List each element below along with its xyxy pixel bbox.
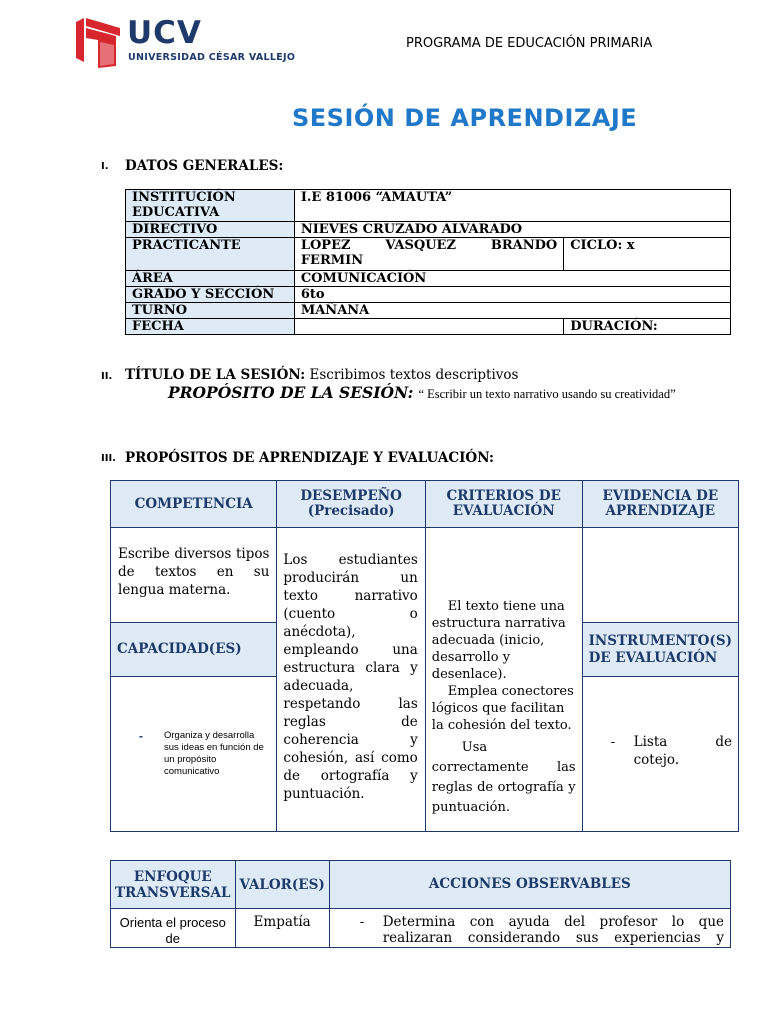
page-title: SESIÓN DE APRENDIZAJE — [292, 104, 638, 132]
area-label: ÁREA — [126, 271, 295, 287]
criterio-3: Usa correctamente las reglas de ortografía y puntuación. — [431, 740, 576, 815]
capacidad-cell — [111, 677, 277, 832]
practicante-label: PRACTICANTE — [126, 238, 295, 271]
directivo-label: DIRECTIVO — [126, 222, 295, 238]
capacidad-text: Organiza y desarrolla sus ideas en función de un propósito comunicativo — [164, 730, 264, 777]
learning-purposes-table — [110, 480, 739, 832]
col-enfoque: ENFOQUE TRANSVERSAL — [111, 861, 236, 909]
transversal-approach-table — [110, 860, 731, 948]
capacidad-bullet: - — [139, 729, 143, 743]
evidencia-cell — [582, 528, 738, 623]
acciones-cell — [329, 909, 730, 948]
accion-bullet: - — [359, 914, 365, 930]
institucion-label: INSTITUCIÓN EDUCATIVA — [126, 190, 295, 222]
session-title-label: TÍTULO DE LA SESIÓN: — [125, 367, 306, 383]
criterio-2: Emplea conectores lógicos que facilitan la cohesión del texto. — [431, 684, 574, 733]
col-competencia: COMPETENCIA — [111, 481, 277, 528]
col-acciones: ACCIONES OBSERVABLES — [329, 861, 730, 909]
turno-value: MAÑANA — [294, 303, 730, 319]
section-heading: DATOS GENERALES: — [125, 158, 284, 174]
fecha-value — [294, 319, 563, 335]
valor-text: Empatía — [235, 909, 329, 948]
session-purpose-value: “ Escribir un texto narrativo usando su creatividad” — [418, 387, 676, 401]
col-evidencia: EVIDENCIA DE APRENDIZAJE — [582, 481, 738, 528]
session-purpose-line — [168, 384, 676, 403]
grado-value: 6to — [294, 287, 730, 303]
session-title-line — [125, 367, 518, 383]
turno-label: TURNO — [126, 303, 295, 319]
area-value: COMUNICACIÓN — [294, 271, 730, 287]
instrumento-label: INSTRUMENTO(S) DE EVALUACIÓN — [582, 623, 738, 677]
instrumento-cell — [582, 677, 738, 832]
col-valor: VALOR(ES) — [235, 861, 329, 909]
ucv-logo-icon — [76, 18, 122, 68]
logo-name: UCV — [127, 15, 202, 51]
fecha-label: FECHA — [126, 319, 295, 335]
accion-text: Determina con ayuda del profesor lo que realizaran considerando sus experiencias y — [382, 914, 724, 946]
section-heading: PROPÓSITOS DE APRENDIZAJE Y EVALUACIÓN: — [125, 450, 495, 466]
section-number: I. — [101, 161, 109, 172]
program-name: PROGRAMA DE EDUCACIÓN PRIMARIA — [406, 36, 653, 51]
logo-subtitle: UNIVERSIDAD CÉSAR VALLEJO — [128, 52, 296, 63]
grado-label: GRADO Y SECCIÓN — [126, 287, 295, 303]
col-desempeno: DESEMPEÑO (Precisado) — [277, 481, 425, 528]
ciclo-value: CICLO: x — [564, 238, 731, 271]
practicante-value: LOPEZ VASQUEZ BRANDO FERMIN — [294, 238, 563, 271]
section-number: III. — [101, 453, 116, 464]
duracion-label: DURACIÓN: — [564, 319, 731, 335]
criterios-cell — [425, 528, 582, 832]
col-criterios: CRITERIOS DE EVALUACIÓN — [425, 481, 582, 528]
criterio-1: El texto tiene una estructura narrativa adecuada (inicio, desarrollo y desenlace). — [431, 599, 566, 682]
directivo-value: NIEVES CRUZADO ALVARADO — [294, 222, 730, 238]
instrumento-bullet: - — [610, 734, 616, 750]
institucion-value: I.E 81006 “AMAUTA” — [294, 190, 730, 222]
desempeno-text: Los estudiantes producirán un texto narrativo (cuento o anécdota), empleando una estructura clara y adecuada, respetando las reglas de coherencia y cohesión, así como de ortografía y puntuación. — [277, 528, 425, 832]
capacidades-label: CAPACIDAD(ES) — [111, 623, 277, 677]
instrumento-text: Lista de cotejo. — [633, 734, 732, 768]
competencia-text: Escribe diversos tipos de textos en su lengua materna. — [111, 528, 277, 623]
enfoque-text: Orienta el proceso de — [111, 909, 236, 948]
session-title-value: Escribimos textos descriptivos — [309, 367, 519, 383]
general-data-table — [125, 189, 731, 335]
session-purpose-label: PROPÓSITO DE LA SESIÓN: — [168, 383, 414, 402]
section-number: II. — [101, 371, 113, 382]
